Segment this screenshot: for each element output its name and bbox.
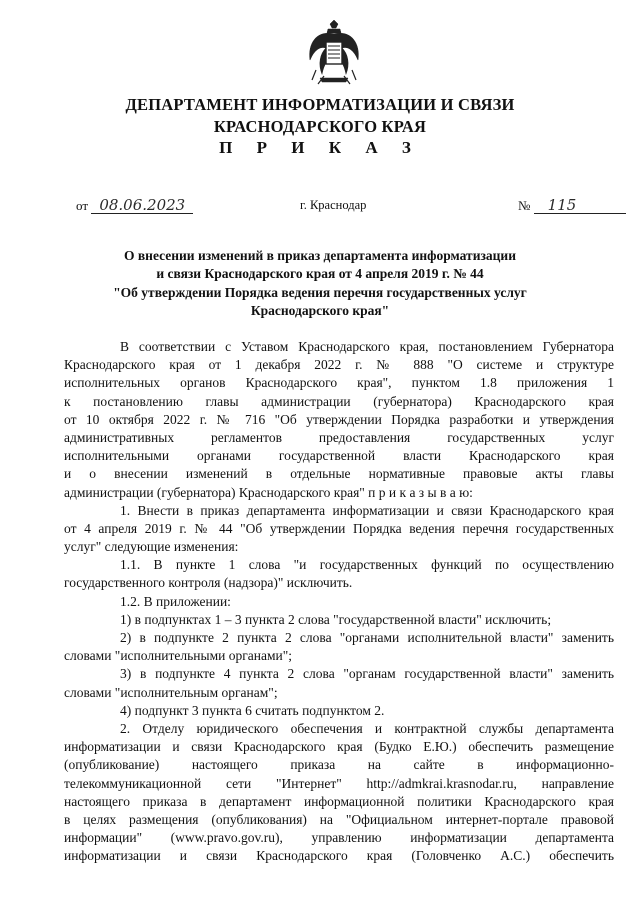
- body-line: административных регламентов предоставления государственных услуг: [64, 429, 614, 445]
- body-line: исполнительных органов Краснодарского края", пунктом 1.8 приложения 1: [64, 375, 614, 391]
- body-line: 4) подпункт 3 пункта 6 считать подпунктом 2.: [120, 702, 385, 718]
- city-label: г. Краснодар: [300, 198, 367, 212]
- body-line: от 4 апреля 2019 г. № 44 "Об утверждении Порядка ведения перечня государственных: [64, 520, 614, 536]
- body-line: 1.2. В приложении:: [120, 593, 231, 609]
- order-title: [64, 247, 576, 321]
- department-name-line2: КРАСНОДАРСКОГО КРАЯ: [213, 117, 427, 136]
- number-handwritten: 115: [547, 196, 577, 214]
- body-line: 2. Отделу юридического обеспечения и контрактной службы департамента: [120, 720, 614, 736]
- body-line: 1.1. В пункте 1 слова "и государственных функций по осуществлению: [120, 557, 614, 573]
- title-line: "Об утверждении Порядка ведения перечня государственных услуг: [113, 284, 527, 300]
- body-line: 1) в подпунктах 1 – 3 пункта 2 слова "государственной власти" исключить;: [120, 611, 552, 627]
- title-line: О внесении изменений в приказ департамента информатизации: [124, 248, 516, 263]
- title-line: Краснодарского края": [250, 303, 390, 319]
- date-handwritten: 08.06.2023: [99, 196, 186, 214]
- document-type: П Р И К А З: [219, 138, 421, 157]
- body-line: к постановлению главы администрации (губернатора) Краснодарского края: [64, 393, 614, 409]
- department-name-line1: ДЕПАРТАМЕНТ ИНФОРМАТИЗАЦИИ И СВЯЗИ: [125, 95, 515, 114]
- body-line: в целях размещения (опубликования) на "Официальном интернет-портале правовой: [64, 811, 614, 827]
- body-line: 3) в подпункте 4 пункта 2 слова "органам государственной власти" заменить: [120, 666, 614, 682]
- order-body: [64, 338, 614, 865]
- body-line: информатизации и связи Краснодарского края (Головченко А.С.) обеспечить: [64, 848, 614, 864]
- body-line: информатизации и связи Краснодарского края (Будко Е.Ю.) обеспечить размещение: [64, 739, 614, 755]
- body-line: информации" (www.pravo.gov.ru), управлению информатизации департамента: [64, 830, 614, 846]
- body-line: (опубликование) настоящего приказа на сайте в информационно-: [64, 757, 614, 773]
- body-line: 2) в подпункте 2 пункта 2 слова "органами исполнительной власти" заменить: [120, 630, 614, 645]
- date-field: [76, 198, 193, 214]
- body-line: словами "исполнительным органам";: [64, 684, 278, 700]
- body-line: В соответствии с Уставом Краснодарского края, постановлением Губернатора: [120, 339, 614, 354]
- body-line: от 10 октября 2022 г. № 716 "Об утверждении Порядка разработки и утверждения: [64, 411, 614, 427]
- number-field: [518, 198, 626, 214]
- body-line: государственного контроля (надзора)" исключить.: [64, 575, 353, 591]
- body-line: исполнительными органами государственной власти Краснодарского края: [64, 448, 614, 464]
- coat-of-arms-icon: [306, 20, 362, 86]
- body-line: словами "исполнительными органами";: [64, 648, 293, 664]
- body-line: услуг" следующие изменения:: [64, 539, 239, 555]
- body-line: администрации (губернатора) Краснодарского края" п р и к а з ы в а ю:: [64, 484, 473, 500]
- body-line: 1. Внести в приказ департамента информатизации и связи Краснодарского края: [120, 502, 614, 518]
- number-prefix: №: [518, 198, 531, 213]
- body-line: настоящего приказа в департамент информационной политики Краснодарского края: [64, 793, 614, 809]
- title-line: и связи Краснодарского края от 4 апреля 2019 г. № 44: [156, 266, 484, 282]
- body-line: Краснодарского края от 1 декабря 2022 г. № 888 "О системе и структуре: [64, 357, 614, 373]
- date-prefix: от: [76, 198, 89, 213]
- body-line: и о внесении изменений в отдельные нормативные правовые акты главы: [64, 466, 614, 482]
- body-line: телекоммуникационной сети "Интернет" http://admkrai.krasnodar.ru, направление: [64, 775, 614, 791]
